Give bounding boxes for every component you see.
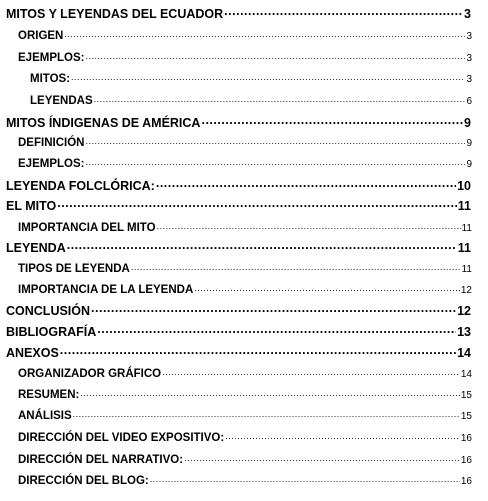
dot-leader bbox=[71, 72, 465, 82]
toc-page-number: 14 bbox=[460, 369, 472, 381]
toc-entry-label: BIBLIOGRAFÍA bbox=[6, 325, 97, 340]
toc-entry-el-mito[interactable] bbox=[0, 199, 488, 213]
toc-entry-label: ANEXOS bbox=[6, 346, 59, 361]
toc-page-number: 9 bbox=[464, 116, 471, 131]
dot-leader bbox=[91, 304, 456, 315]
toc-entry-tipos-de-leyenda[interactable] bbox=[0, 262, 488, 275]
toc-entry-mitos-y-leyendas-del-ecuador[interactable] bbox=[0, 7, 488, 21]
toc-entry-label: MITOS Y LEYENDAS DEL ECUADOR bbox=[6, 7, 224, 22]
toc-entry-label: LEYENDA FOLCLÓRICA: bbox=[6, 179, 155, 194]
toc-page-number: 9 bbox=[466, 159, 472, 171]
dot-leader bbox=[94, 94, 466, 104]
dot-leader bbox=[67, 241, 457, 252]
dot-leader bbox=[57, 199, 457, 210]
toc-entry-label: DEFINICIÓN bbox=[18, 137, 85, 150]
toc-page-number: 12 bbox=[460, 285, 472, 297]
dot-leader bbox=[184, 453, 460, 463]
toc-entry-conclusion[interactable] bbox=[0, 304, 488, 318]
toc-entry-bibliografia[interactable] bbox=[0, 325, 488, 339]
toc-page-number: 16 bbox=[460, 433, 472, 445]
toc-entry-label: DIRECCIÓN DEL VIDEO EXPOSITIVO: bbox=[18, 432, 225, 445]
dot-leader bbox=[80, 388, 460, 398]
dot-leader bbox=[224, 7, 463, 18]
toc-entry-label: MITOS: bbox=[30, 73, 71, 86]
dot-leader bbox=[194, 283, 460, 293]
toc-entry-definicion[interactable] bbox=[0, 136, 488, 149]
toc-entry-label: CONCLUSIÓN bbox=[6, 304, 91, 319]
dot-leader bbox=[225, 431, 460, 441]
dot-leader bbox=[60, 346, 456, 357]
toc-entry-label: DIRECCIÓN DEL BLOG: bbox=[18, 475, 149, 488]
toc-entry-importancia-del-mito[interactable] bbox=[0, 221, 488, 234]
toc-entry-origen[interactable] bbox=[0, 29, 488, 42]
toc-entry-label: LEYENDAS bbox=[30, 95, 93, 108]
dot-leader bbox=[73, 409, 460, 419]
dot-leader bbox=[156, 179, 456, 190]
toc-entry-mitos-indigenas-de-america[interactable] bbox=[0, 116, 488, 130]
toc-entry-direccion-del-narrativo[interactable] bbox=[0, 453, 488, 466]
toc-page-number: 12 bbox=[457, 304, 471, 319]
dot-leader bbox=[85, 136, 465, 146]
toc-page-number: 13 bbox=[457, 325, 471, 340]
toc-entry-label: IMPORTANCIA DEL MITO bbox=[18, 222, 156, 235]
dot-leader bbox=[150, 474, 460, 484]
dot-leader bbox=[85, 51, 465, 61]
toc-page-number: 11 bbox=[457, 241, 471, 256]
toc-entry-leyendas[interactable] bbox=[0, 94, 488, 107]
toc-page-number: 16 bbox=[460, 476, 472, 488]
toc-entry-label: ORIGEN bbox=[18, 30, 64, 43]
toc-entry-ejemplos-2[interactable] bbox=[0, 157, 488, 170]
toc-entry-leyenda[interactable] bbox=[0, 241, 488, 255]
toc-entry-ejemplos[interactable] bbox=[0, 51, 488, 64]
toc-page-number: 6 bbox=[466, 96, 472, 108]
dot-leader bbox=[64, 29, 465, 39]
dot-leader bbox=[97, 325, 456, 336]
toc-entry-analisis[interactable] bbox=[0, 409, 488, 422]
toc-entry-direccion-del-video-expositivo[interactable] bbox=[0, 431, 488, 444]
toc-page-number: 9 bbox=[466, 138, 472, 150]
dot-leader bbox=[162, 367, 460, 377]
toc-page-number: 11 bbox=[461, 264, 472, 276]
toc-page-number: 15 bbox=[460, 411, 472, 423]
toc-entry-label: EJEMPLOS: bbox=[18, 158, 85, 171]
toc-entry-anexos[interactable] bbox=[0, 346, 488, 360]
toc-entry-label: DIRECCIÓN DEL NARRATIVO: bbox=[18, 454, 184, 467]
toc-entry-mitos[interactable] bbox=[0, 72, 488, 85]
toc-entry-label: LEYENDA bbox=[6, 241, 66, 256]
toc-page-number: 11 bbox=[461, 223, 472, 235]
toc-entry-importancia-de-la-leyenda[interactable] bbox=[0, 283, 488, 296]
toc-entry-label: MITOS ÍNDIGENAS DE AMÉRICA bbox=[6, 116, 201, 131]
toc-page-number: 3 bbox=[466, 53, 472, 65]
dot-leader bbox=[131, 262, 461, 272]
dot-leader bbox=[157, 221, 461, 231]
toc-entry-label: EJEMPLOS: bbox=[18, 52, 85, 65]
dot-leader bbox=[201, 116, 463, 127]
toc-entry-resumen[interactable] bbox=[0, 388, 488, 401]
toc-entry-label: TIPOS DE LEYENDA bbox=[18, 263, 130, 276]
toc-page-number: 11 bbox=[457, 199, 471, 214]
toc-entry-label: EL MITO bbox=[6, 199, 57, 214]
toc-entry-label: ANÁLISIS bbox=[18, 410, 72, 423]
toc-page-number: 3 bbox=[464, 7, 471, 22]
toc-page-number: 10 bbox=[457, 179, 471, 194]
toc-entry-label: IMPORTANCIA DE LA LEYENDA bbox=[18, 284, 194, 297]
toc-page-number: 3 bbox=[466, 74, 472, 86]
toc-entry-label: RESUMEN: bbox=[18, 389, 80, 402]
toc-entry-organizador-grafico[interactable] bbox=[0, 367, 488, 380]
toc-page-number: 14 bbox=[457, 346, 471, 361]
toc-page-number: 3 bbox=[466, 31, 472, 43]
dot-leader bbox=[85, 157, 465, 167]
toc-page-number: 15 bbox=[460, 390, 472, 402]
toc-entry-label: ORGANIZADOR GRÁFICO bbox=[18, 368, 162, 381]
toc-page-number: 16 bbox=[460, 455, 472, 467]
toc-entry-leyenda-folclorica[interactable] bbox=[0, 179, 488, 193]
toc-entry-direccion-del-blog[interactable] bbox=[0, 474, 488, 487]
